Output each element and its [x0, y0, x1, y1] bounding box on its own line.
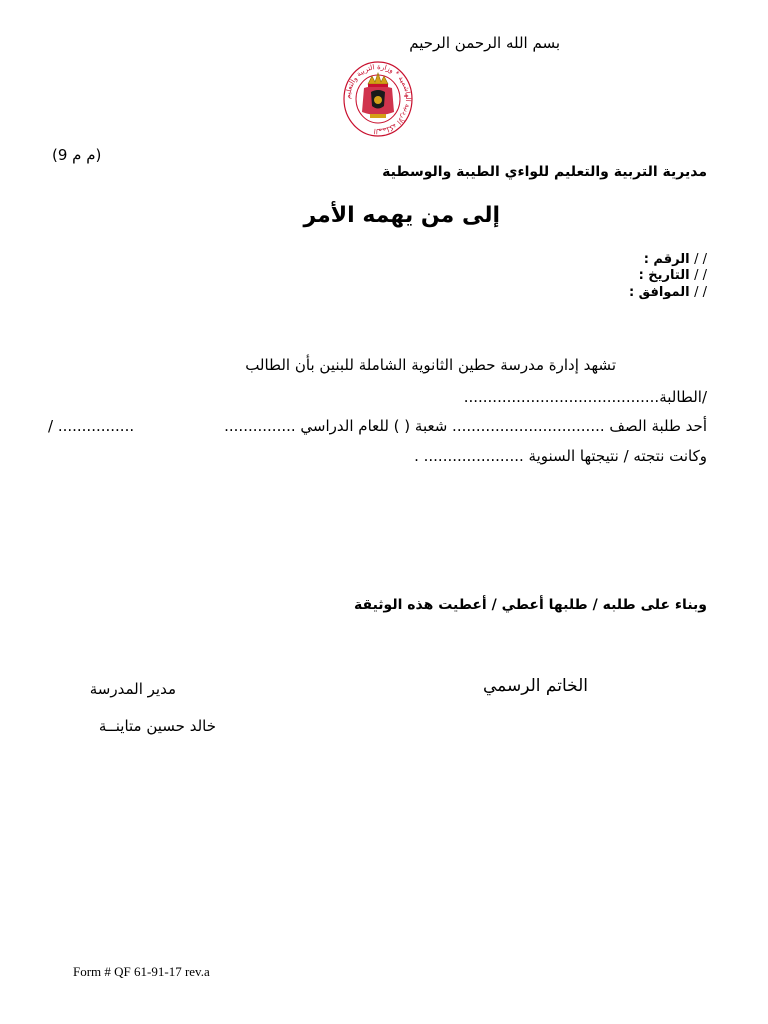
date-field: / /: [694, 268, 707, 283]
reference-number-label: الرقم :: [643, 252, 690, 267]
request-statement: وبناء على طلبه / طلبها أعطي / أعطيت هذه الوثيقة: [354, 597, 707, 613]
date-label: التاريخ :: [638, 268, 690, 283]
official-stamp-label: الخاتم الرسمي: [482, 676, 588, 696]
directorate-name: مديرية التربية والتعليم للواءي الطيبة والوسطية: [382, 164, 707, 180]
annual-result-line: وكانت نتجته / نتيجتها السنوية ..................... .: [414, 447, 707, 465]
class-section-line: أحد طلبة الصف ................................ شعبة ( ) للعام الدراسي ...............: [224, 417, 707, 435]
equivalent-date-field: / /: [694, 285, 707, 300]
principal-name: خالد حسين متاينــة: [98, 717, 216, 735]
academic-year-field: / ................: [48, 417, 135, 435]
equivalent-date-label: الموافق :: [628, 285, 690, 300]
certification-statement: تشهد إدارة مدرسة حطين الثانوية الشاملة للبنين بأن الطالب: [245, 356, 616, 374]
document-title: إلى من يهمه الأمر: [303, 203, 500, 228]
student-name-line: /الطالبة.........................................: [463, 388, 707, 406]
form-code-label: (م م 9): [52, 146, 102, 164]
footer-form-number: Form # QF 61-91-17 rev.a: [73, 964, 210, 979]
principal-title: مدير المدرسة: [89, 680, 176, 698]
equivalent-date-row: [628, 285, 707, 300]
emblem-ring-text: المملكة الأردنية الهاشمية * وزارة التربية والتعليم: [343, 62, 413, 136]
reference-number-row: [638, 252, 707, 267]
reference-number-field: / /: [694, 252, 707, 267]
date-row: [638, 268, 707, 283]
basmala-text: بسم الله الرحمن الرحيم: [409, 34, 560, 52]
jordan-coat-of-arms-icon: [340, 56, 416, 142]
